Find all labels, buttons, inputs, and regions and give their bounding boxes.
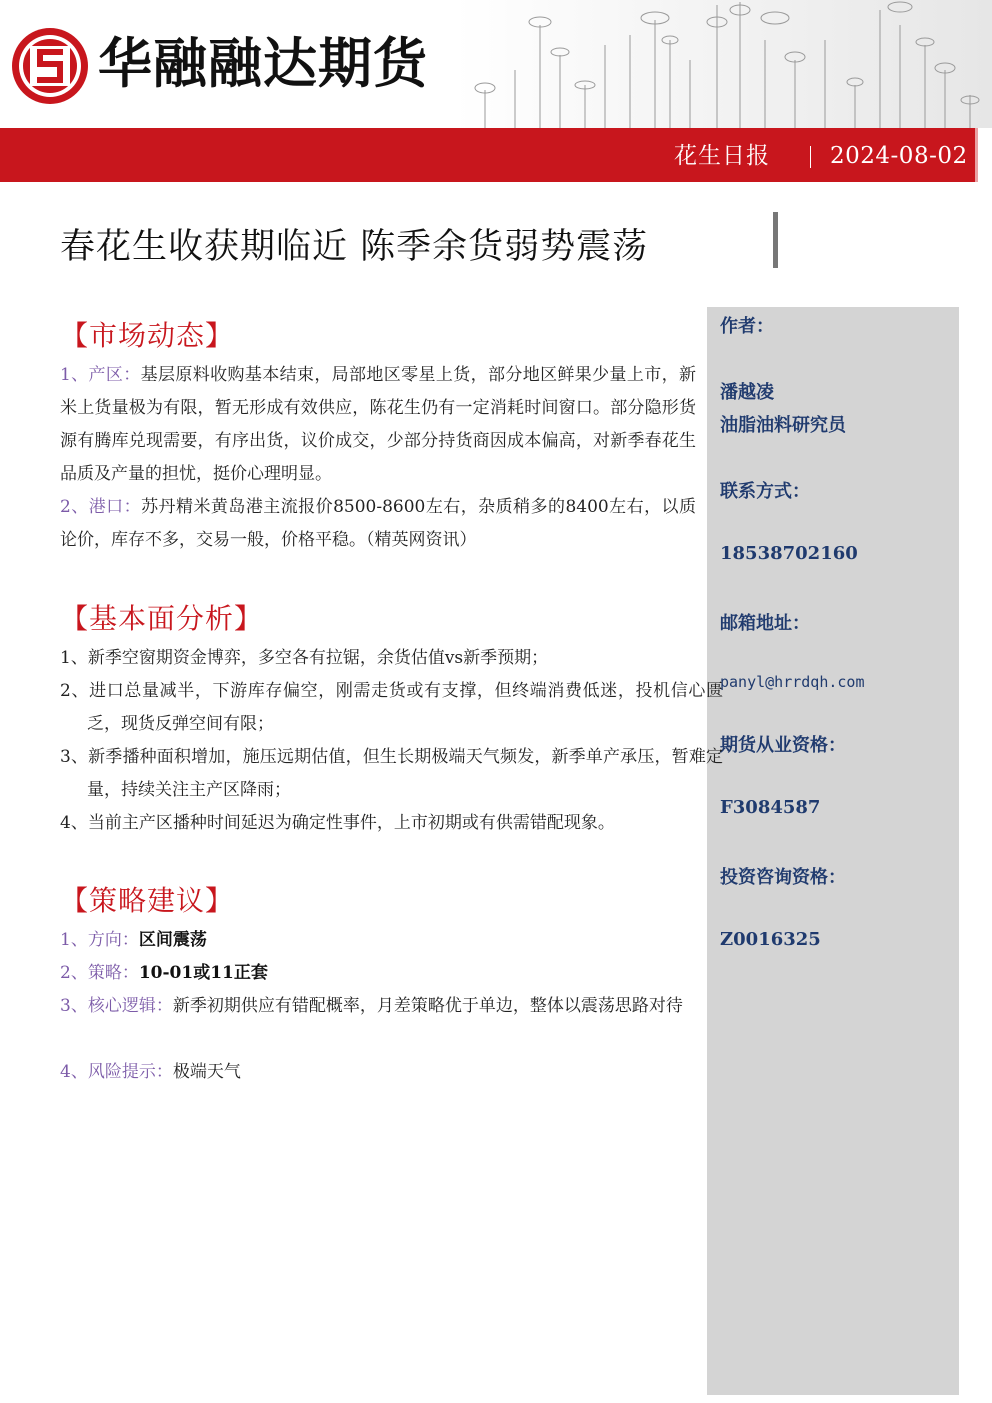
- futures-qualification-label: 期货从业资格：: [720, 735, 846, 756]
- email-address[interactable]: panyl@hrrdqh.com: [720, 673, 865, 691]
- section-fundamentals-heading: 【基本面分析】: [60, 602, 264, 635]
- market-item-text: 苏丹精米黄岛港主流报价8500-8600左右，杂质稍多的8400左右，以质论价，库存不多，交易一般，价格平稳。（精英网资讯）: [60, 497, 696, 550]
- header-separator: [810, 146, 811, 168]
- strategy-item-text: 区间震荡: [138, 930, 207, 950]
- company-logo: [10, 26, 90, 106]
- market-item-label: 2、港口：: [60, 497, 142, 517]
- report-type: 花生日报: [674, 143, 770, 169]
- strategy-item-label: 3、核心逻辑：: [60, 996, 173, 1016]
- strategy-item-text: 极端天气: [172, 1062, 241, 1082]
- author-name: 潘越凌: [720, 382, 774, 403]
- title-side-mark: [773, 212, 778, 268]
- page-title: 春花生收获期临近 陈季余货弱势震荡: [60, 227, 649, 267]
- advisory-qualification-label: 投资咨询资格：: [720, 867, 846, 888]
- section-strategy-heading: 【策略建议】: [60, 884, 235, 917]
- strategy-item-text: 新季初期供应有错配概率，月差策略优于单边，整体以震荡思路对待: [172, 996, 683, 1016]
- strategy-item: [60, 957, 696, 990]
- section-market-heading: 【市场动态】: [60, 319, 235, 352]
- header-decoration: [455, 0, 992, 128]
- market-item: [60, 491, 696, 557]
- fundamentals-item: 2、进口总量减半，下游库存偏空，刚需走货或有支撑，但终端消费低迷，投机信心匮乏，现货反弹空间有限；: [60, 681, 723, 734]
- company-name: 华融融达期货: [98, 32, 428, 95]
- strategy-item-label: 1、方向：: [60, 930, 139, 950]
- author-sidebar: [707, 307, 959, 1395]
- fundamentals-item: 1、新季空窗期资金博弈，多空各有拉锯，余货估值vs新季预期；: [60, 648, 549, 668]
- strategy-item-label: 4、风险提示：: [60, 1062, 173, 1082]
- fundamentals-item: 4、当前主产区播种时间延迟为确定性事件，上市初期或有供需错配现象。: [60, 813, 615, 833]
- contact-phone: 18538702160: [720, 543, 858, 564]
- strategy-item: [60, 1056, 696, 1089]
- red-bar-end-mark: [975, 128, 978, 182]
- advisory-qualification-number: Z0016325: [720, 929, 821, 950]
- author-title: 油脂油料研究员: [720, 415, 846, 436]
- fundamentals-item: 3、新季播种面积增加，施压远期估值，但生长期极端天气频发，新季单产承压，暂难定量，持续关注主产区降雨；: [60, 747, 723, 800]
- contact-label: 联系方式：: [720, 481, 810, 502]
- market-item: [60, 359, 696, 491]
- strategy-item-label: 2、策略：: [60, 963, 139, 983]
- report-date: 2024-08-02: [830, 143, 968, 169]
- market-item-label: 1、产区：: [60, 365, 141, 385]
- author-label: 作者：: [720, 316, 774, 337]
- market-item-text: 基层原料收购基本结束，局部地区零星上货，部分地区鲜果少量上市，新米上货量极为有限，暂无形成有效供应，陈花生仍有一定消耗时间窗口。部分隐形货源有腾库兑现需要，有序出货，议价成交，少部分持货商因成本偏高，对新季春花生品质及产量的担忧，挺价心理明显。: [60, 365, 696, 484]
- futures-qualification-number: F3084587: [720, 797, 821, 818]
- strategy-item: [60, 990, 696, 1023]
- email-label: 邮箱地址：: [720, 613, 810, 634]
- strategy-item: [60, 924, 696, 957]
- strategy-item-text: 10-01或11正套: [138, 963, 268, 983]
